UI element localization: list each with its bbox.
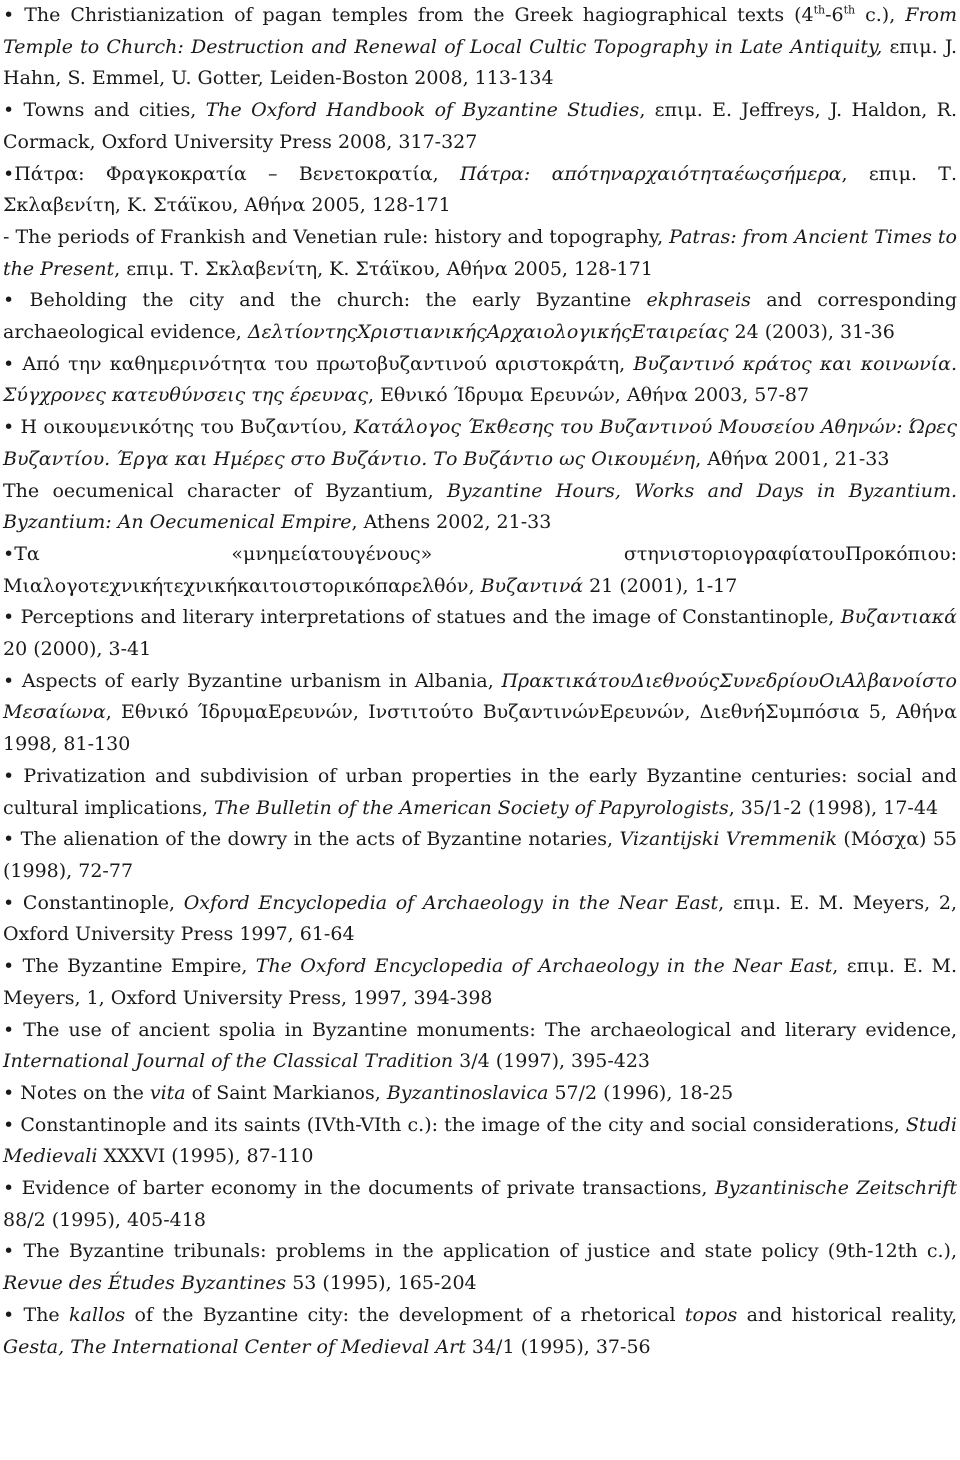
superscript-text: th <box>843 3 856 17</box>
bibliography-entry <box>3 1236 957 1299</box>
entry-text: XXXVI (1995), 87-110 <box>97 1145 314 1168</box>
entry-text: of the Byzantine city: the development of a rhetorical <box>125 1303 685 1326</box>
superscript-text: th <box>813 3 826 17</box>
entry-text: •Πάτρα: Φραγκοκρατία – Βενετοκρατία, <box>3 162 460 185</box>
bibliography-entry <box>3 1015 957 1078</box>
entry-text: • The Byzantine Empire, <box>3 955 256 978</box>
entry-text: • Evidence of barter economy in the documents of private transactions, <box>3 1177 715 1200</box>
entry-text: •Τα «μνημείατουγένους» στηνιστοριογραφίατουΠροκόπιου: Μιαλογοτεχνικήτεχνικήκαιτοιστορικόπαρελθόν, <box>3 542 957 597</box>
entry-text: • Notes on the <box>3 1081 150 1104</box>
entry-text: , επιμ. Τ. Σκλαβενίτη, Κ. Στάϊκου, Αθήνα 2005, 128-171 <box>3 162 957 217</box>
bibliography-entry <box>3 222 957 285</box>
entry-text: 24 (2003), 31-36 <box>728 321 895 344</box>
entry-text: • Beholding the city and the church: the early Byzantine <box>3 289 647 312</box>
italic-title: From Temple to Church: Destruction and Renewal of Local Cultic Topography in Late Antiquity, <box>3 4 957 58</box>
entry-text: and historical reality, <box>737 1303 957 1326</box>
italic-title: Βυζαντινά <box>480 574 584 597</box>
bibliography-entry <box>3 1110 957 1173</box>
entry-text: • Η οικουμενικότης του Βυζαντίου, <box>3 416 354 439</box>
entry-text: • Constantinople and its saints (IVth-VIth c.): the image of the city and social considerations, <box>3 1113 906 1136</box>
entry-text: - The periods of Frankish and Venetian rule: history and topography, <box>3 225 670 248</box>
bibliography-entry <box>3 1300 957 1363</box>
entry-text: , Εθνικό ΊδρυμαΕρευνών, Ινστιτούτο ΒυζαντινώνΕρευνών, ΔιεθνήΣυμπόσια 5, Αθήνα 1998, 81-130 <box>3 701 957 756</box>
italic-title: Patras: from Ancient Times to the Present <box>3 225 957 280</box>
entry-text: • The alienation of the dowry in the acts of Byzantine notaries, <box>3 828 620 851</box>
italic-title: Byzantine Hours, Works and Days in Byzantium. Byzantium: An Oecumenical Empire <box>3 479 957 534</box>
entry-text: , επιμ. Τ. Σκλαβενίτη, Κ. Στάϊκου, Αθήνα 2005, 128-171 <box>114 257 653 280</box>
entry-text: , επιμ. E. Jeffreys, J. Haldon, R. Cormack, Oxford University Press 2008, 317-327 <box>3 99 957 153</box>
entry-text: • Aspects of early Byzantine urbanism in Albania, <box>3 669 502 692</box>
italic-title: Byzantinische Zeitschrift <box>714 1177 957 1200</box>
bibliography-entry <box>3 349 957 412</box>
italic-title: Gesta, The International Center of Medieval Art <box>3 1335 466 1358</box>
entry-text: • The Christianization of pagan temples from the Greek hagiographical texts (4 <box>3 4 814 26</box>
italic-title: Studi Medievali <box>3 1113 957 1168</box>
italic-title: The Oxford Handbook of Byzantine Studies <box>205 99 640 122</box>
entry-text: , Αθήνα 2001, 21-33 <box>695 447 890 470</box>
entry-text: , Athens 2002, 21-33 <box>351 511 552 534</box>
entry-text: c.), <box>855 4 906 26</box>
entry-text: • Από την καθημερινότητα του πρωτοβυζαντινού αριστοκράτη, <box>3 352 634 375</box>
entry-text: • Perceptions and literary interpretations of statues and the image of Constantinople, <box>3 606 841 629</box>
entry-text: 53 (1995), 165-204 <box>286 1272 477 1295</box>
italic-title: Revue des Études Byzantines <box>3 1272 287 1295</box>
entry-text: , Εθνικό Ίδρυμα Ερευνών, Αθήνα 2003, 57-87 <box>367 384 810 407</box>
italic-title: vita <box>149 1081 186 1104</box>
italic-title: Πάτρα: απότηναρχαιότηταέωςσήμερα <box>459 162 842 185</box>
entry-text: • Towns and cities, <box>3 99 206 122</box>
bibliography-entry <box>3 951 957 1014</box>
entry-text: 57/2 (1996), 18-25 <box>548 1081 734 1104</box>
bibliography-entry <box>3 888 957 951</box>
bibliography-entry <box>3 602 957 665</box>
entry-text: • The use of ancient spolia in Byzantine monuments: The archaeological and literary evidence, <box>3 1018 957 1041</box>
bibliography-entry <box>3 824 957 887</box>
entry-text: 20 (2000), 3-41 <box>3 638 152 661</box>
italic-title: ekphraseis <box>646 289 751 312</box>
entry-text: , επιμ. E. M. Meyers, 1, Oxford University Press, 1997, 394-398 <box>3 955 957 1009</box>
entry-text: The oecumenical character of Byzantium, <box>3 479 447 502</box>
bibliography-entry <box>3 539 957 602</box>
entry-text: • Constantinople, <box>3 891 184 914</box>
entry-text: • The Byzantine tribunals: problems in the application of justice and state policy (9th-12th c.), <box>3 1240 957 1263</box>
entry-text: • The <box>3 1303 69 1326</box>
entry-text: 34/1 (1995), 37-56 <box>465 1335 651 1358</box>
entry-text: επιμ. J. Hahn, S. Emmel, U. Gotter, Leiden-Boston 2008, 113-134 <box>3 35 958 90</box>
bibliography-entry <box>3 1078 957 1110</box>
italic-title: Βυζαντινό κράτος και κοινωνία. Σύγχρονες κατευθύνσεις της έρευνας <box>3 352 957 407</box>
bibliography-entry <box>3 1173 957 1236</box>
entry-text: 88/2 (1995), 405-418 <box>3 1208 206 1231</box>
entry-text: , 35/1-2 (1998), 17-44 <box>728 796 939 819</box>
italic-title: Byzantinoslavica <box>386 1081 549 1104</box>
bibliography-entry <box>3 159 957 222</box>
italic-title: Oxford Encyclopedia of Archaeology in the Near East <box>183 891 719 914</box>
bibliography-entry <box>3 666 957 761</box>
italic-title: Vizantijski Vremmenik <box>619 828 838 851</box>
bibliography-entry <box>3 95 957 158</box>
italic-title: International Journal of the Classical Tradition <box>3 1050 454 1073</box>
entry-text: 3/4 (1997), 395-423 <box>453 1050 651 1073</box>
italic-title: Κατάλογος Έκθεσης του Βυζαντινού Μουσείου Αθηνών: Ώρες Βυζαντίου. Έργα και Ημέρες στο Βυζάντιο. Το Βυζάντιο ως Οικουμένη <box>3 416 957 470</box>
italic-title: Βυζαντιακά <box>840 606 957 629</box>
italic-title: kallos <box>69 1303 126 1326</box>
italic-title: topos <box>684 1303 738 1326</box>
entry-text: , επιμ. E. M. Meyers, 2, Oxford University Press 1997, 61-64 <box>3 891 957 946</box>
bibliography-entry <box>3 412 957 475</box>
entry-text: 21 (2001), 1-17 <box>583 574 738 597</box>
bibliography-entry <box>3 285 957 348</box>
italic-title: ΔελτίοντηςΧριστιανικήςΑρχαιολογικήςΕταιρείας <box>247 321 729 344</box>
entry-text: • Privatization and subdivision of urban properties in the early Byzantine centuries: social and cultural implications, <box>3 764 957 819</box>
italic-title: The Bulletin of the American Society of Papyrologists <box>213 796 729 819</box>
entry-text: -6 <box>825 4 844 26</box>
italic-title: ΠρακτικάτουΔιεθνούςΣυνεδρίουΟιΑλβανοίστο Μεσαίωνα <box>3 669 957 724</box>
bibliography-entry <box>3 0 957 95</box>
bibliography-entry <box>3 476 957 539</box>
entry-text: and corresponding archaeological evidence, <box>3 289 957 344</box>
entry-text: of Saint Markianos, <box>185 1081 387 1104</box>
italic-title: The Oxford Encyclopedia of Archaeology in the Near East <box>255 955 833 978</box>
bibliography-entry <box>3 761 957 824</box>
entry-text: (Μόσχα) 55 (1998), 72-77 <box>3 828 957 882</box>
